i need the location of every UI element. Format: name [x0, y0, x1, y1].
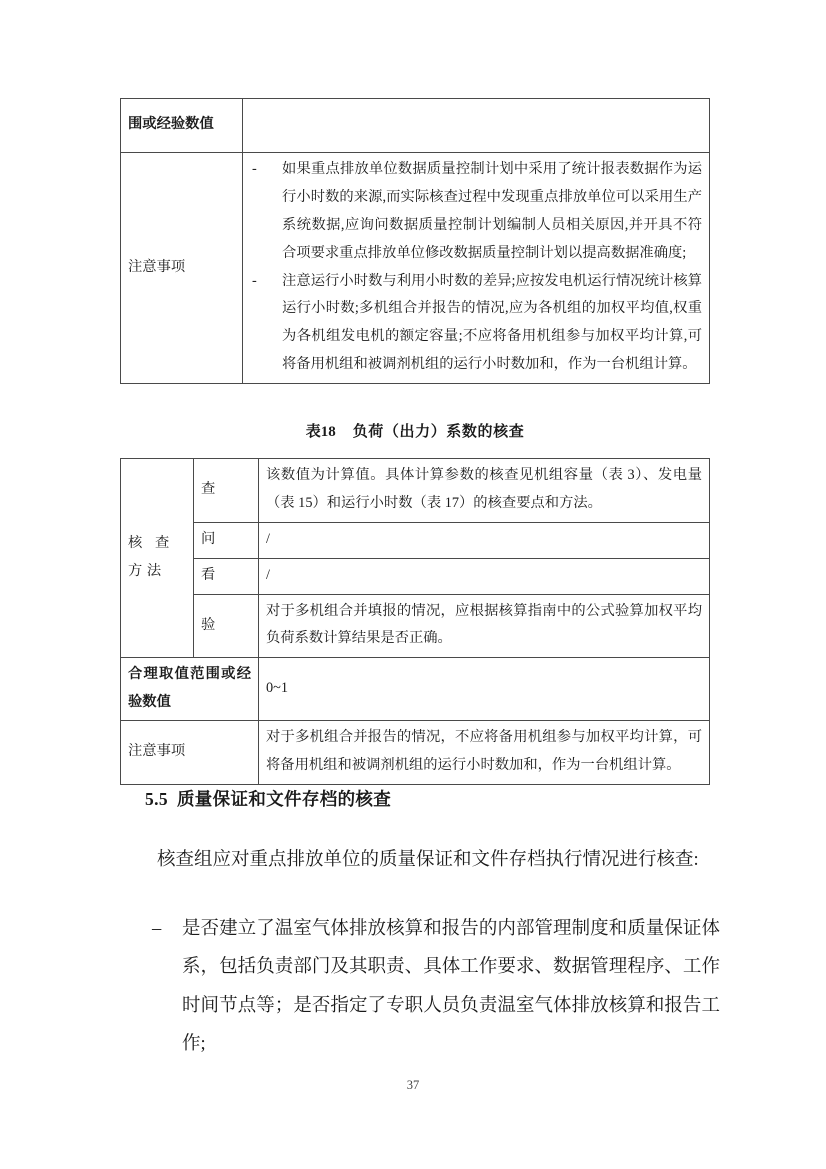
- section-number: 5.5: [145, 789, 168, 809]
- table-row: [121, 153, 710, 384]
- list-item: - 注意运行小时数与利用小时数的差异;应按发电机运行情况统计核算运行小时数;多机组合并报告的情况,应为各机组的加权平均值,权重为各机组发电机的额定容量;不应将备用机组参与加权平均计算,可将备用机组和被调剂机组的运行小时数加和，作为一台机组计算。: [250, 268, 702, 380]
- notes-dash-list: [250, 156, 702, 379]
- table-row: [121, 459, 710, 523]
- table-运行小时数-continued: [120, 98, 710, 384]
- section-item-list: [120, 910, 720, 1063]
- method-key-wen: 问: [194, 522, 259, 558]
- list-item: - 如果重点排放单位数据质量控制计划中采用了统计报表数据作为运行小时数的来源,而实际核查过程中发现重点排放单位可以采用生产系统数据,应询问数据质量控制计划编制人员相关原因,并开具不符合项要求重点排放单位修改数据质量控制计划以提高数据准确度;: [250, 156, 702, 268]
- method-key-yan: 验: [194, 594, 259, 658]
- table-row: [121, 658, 710, 721]
- table-row: [121, 522, 710, 558]
- row-label-range: 围或经验数值: [121, 99, 243, 153]
- table-row: [121, 594, 710, 658]
- table-18-负荷系数核查: [120, 458, 710, 785]
- method-value-wen: /: [259, 522, 710, 558]
- table-row: [121, 721, 710, 785]
- method-value-cha: 该数值为计算值。具体计算参数的核查见机组容量（表 3）、发电量（表 15）和运行小时数（表 17）的核查要点和方法。: [259, 459, 710, 523]
- method-label-l2: 方法: [128, 562, 166, 579]
- method-key-cha: 查: [194, 459, 259, 523]
- row-value-range: [243, 99, 710, 153]
- method-label-l1: 核 查: [128, 535, 174, 552]
- page-number: 37: [406, 1078, 420, 1092]
- table-caption-number: 表18: [305, 424, 336, 440]
- table-caption-18: [120, 420, 710, 441]
- table-row: [121, 558, 710, 594]
- row-label-notes: 注意事项: [121, 153, 243, 384]
- section-heading-5-5: [145, 786, 391, 811]
- row-label-range: 合理取值范围或经验数值: [121, 658, 259, 721]
- list-item: – 是否建立了温室气体排放核算和报告的内部管理制度和质量保证体系，包括负责部门及其职责、具体工作要求、数据管理程序、工作时间节点等；是否指定了专职人员负责温室气体排放核算和报告工作;: [120, 910, 720, 1063]
- row-value-notes: 对于多机组合并报告的情况，不应将备用机组参与加权平均计算，可将备用机组和被调剂机组的运行小时数加和，作为一台机组计算。: [259, 721, 710, 785]
- row-value-range: 0~1: [259, 658, 710, 721]
- row-value-notes: [243, 153, 710, 384]
- section-title: 质量保证和文件存档的核查: [176, 789, 392, 809]
- section-intro-paragraph: 核查组应对重点排放单位的质量保证和文件存档执行情况进行核查:: [157, 849, 699, 870]
- method-value-kan: /: [259, 558, 710, 594]
- table-row: [121, 99, 710, 153]
- method-key-kan: 看: [194, 558, 259, 594]
- row-label-notes: 注意事项: [121, 721, 259, 785]
- method-value-yan: 对于多机组合并填报的情况，应根据核算指南中的公式验算加权平均负荷系数计算结果是否正确。: [259, 594, 710, 658]
- row-label-method: [121, 459, 194, 658]
- table-caption-title: 负荷（出力）系数的核查: [352, 424, 525, 440]
